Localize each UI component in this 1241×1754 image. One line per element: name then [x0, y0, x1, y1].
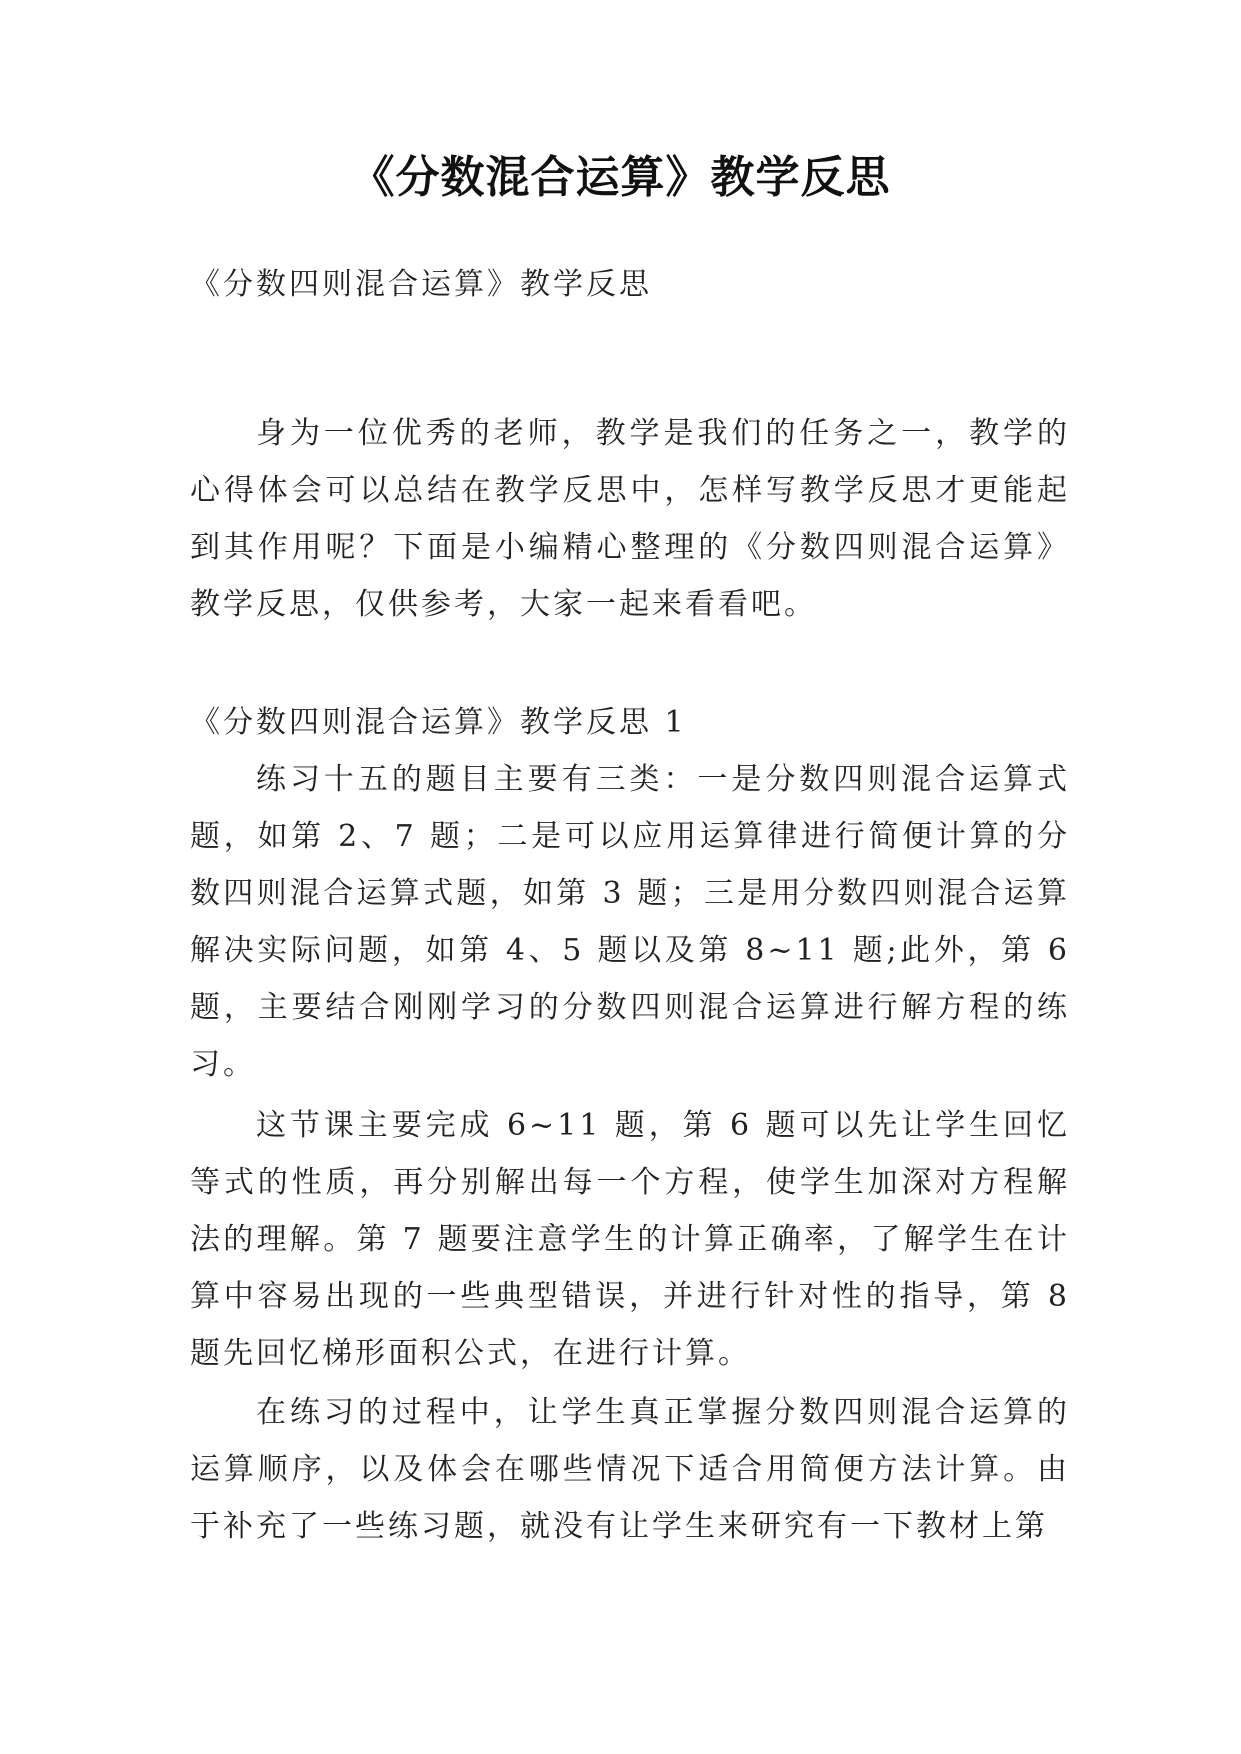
body-paragraph-1: 练习十五的题目主要有三类：一是分数四则混合运算式题，如第 2、7 题；二是可以应用运算律进行简便计算的分数四则混合运算式题，如第 3 题；三是用分数四则混合运算解决实际问题，如第 4、5 题以及第 8~11 题;此外，第 6 题，主要结合刚刚学习的分数四则混合运算进行解方程的练习。 — [190, 762, 1070, 1082]
body-paragraph-2: 这节课主要完成 6~11 题，第 6 题可以先让学生回忆等式的性质，再分别解出每一个方程，使学生加深对方程解法的理解。第 7 题要注意学生的计算正确率，了解学生在计算中容易出现的一些典型错误，并进行针对性的指导，第 8 题先回忆梯形面积公式，在进行计算。 — [190, 1108, 1070, 1371]
document-title: 《分数混合运算》教学反思 — [350, 152, 891, 203]
document-subtitle: 《分数四则混合运算》教学反思 — [190, 267, 652, 302]
section-heading-1: 《分数四则混合运算》教学反思 1 — [190, 705, 687, 740]
body-paragraph-3: 在练习的过程中，让学生真正掌握分数四则混合运算的运算顺序，以及体会在哪些情况下适合用简便方法计算。由于补充了一些练习题，就没有让学生来研究有一下教材上第 — [190, 1395, 1070, 1544]
intro-paragraph: 身为一位优秀的老师，教学是我们的任务之一，教学的心得体会可以总结在教学反思中，怎样写教学反思才更能起到其作用呢？下面是小编精心整理的《分数四则混合运算》教学反思，仅供参考，大家一起来看看吧。 — [190, 416, 1070, 622]
